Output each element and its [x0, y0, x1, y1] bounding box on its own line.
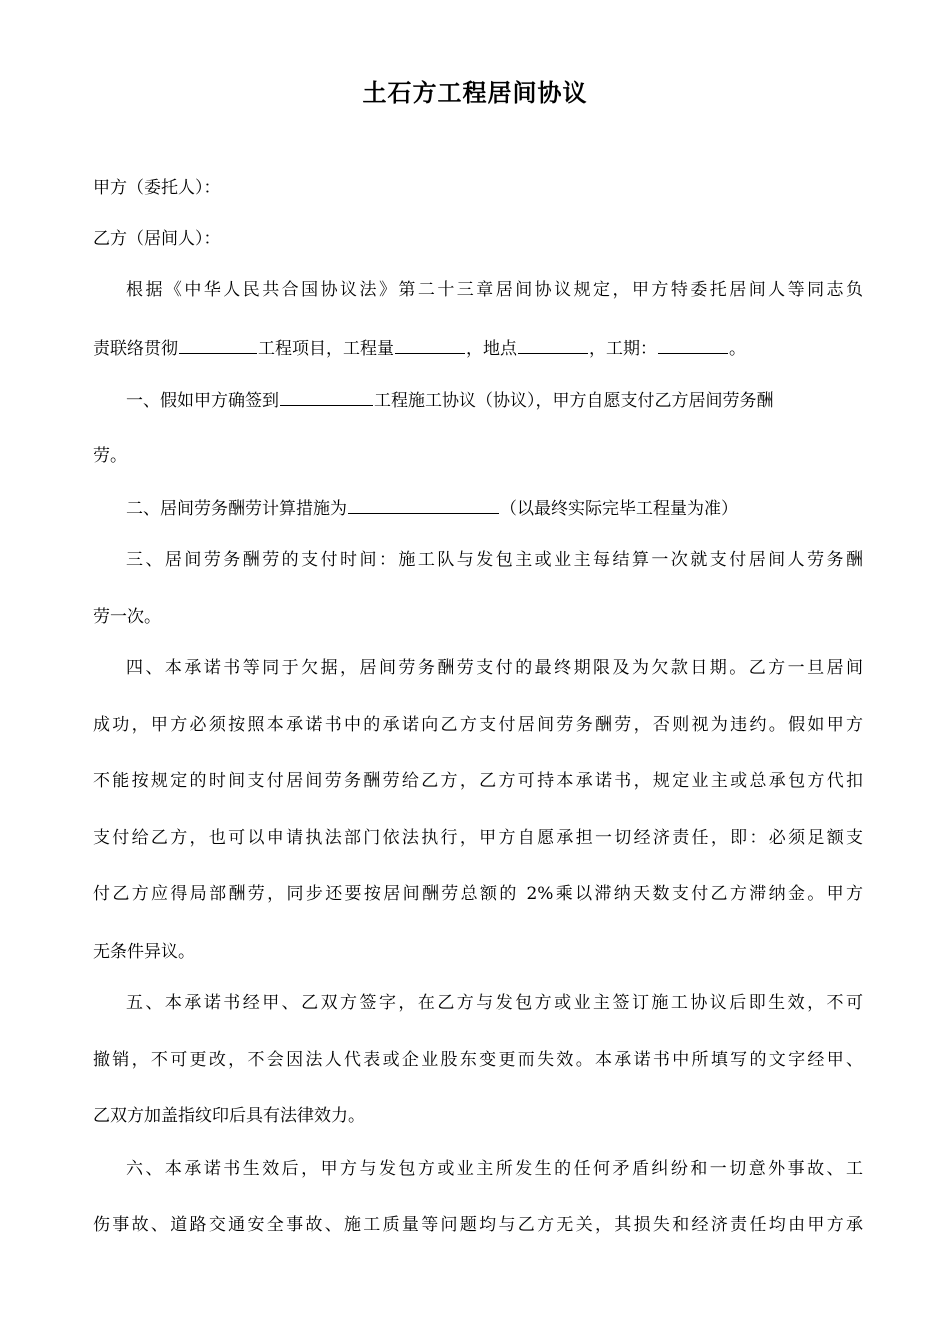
intro-text-e: 。	[729, 339, 746, 359]
clause4-line-4: 支付给乙方，也可以申请执法部门依法执行，甲方自愿承担一切经济责任，即：必须足额支	[93, 828, 863, 848]
clause3-line-1: 三、居间劳务酬劳的支付时间：施工队与发包主或业主每结算一次就支付居间人劳务酬	[126, 550, 863, 570]
clause2-line-1	[126, 495, 863, 521]
clause3-line-2: 劳一次。	[93, 607, 161, 627]
clause6-line-1: 六、本承诺书生效后，甲方与发包方或业主所发生的任何矛盾纠纷和一切意外事故、工	[126, 1159, 863, 1179]
party-b-line: 乙方（居间人）：	[93, 229, 221, 249]
project-blank	[179, 335, 257, 354]
clause4-line-2: 成功，甲方必须按照本承诺书中的承诺向乙方支付居间劳务酬劳，否则视为违约。假如甲方	[93, 715, 863, 735]
clause2-text-a: 二、居间劳务酬劳计算措施为	[126, 499, 347, 519]
clause4-line-6: 无条件异议。	[93, 942, 195, 962]
clause2-text-b: （以最终实际完毕工程量为准）	[500, 499, 738, 519]
clause5-line-1: 五、本承诺书经甲、乙双方签字，在乙方与发包方或业主签订施工协议后即生效，不可	[126, 993, 863, 1013]
duration-blank	[658, 335, 728, 354]
clause1-line-2: 劳。	[93, 446, 127, 466]
intro-text-b: 工程项目，工程量	[258, 339, 394, 359]
contract-blank	[280, 387, 373, 406]
intro-text-a: 责联络贯彻	[93, 339, 178, 359]
intro-text-c: ，地点	[466, 339, 517, 359]
document-title: 土石方工程居间协议	[362, 78, 588, 107]
intro-text-d: ，工期：	[589, 339, 657, 359]
clause1-text-b: 工程施工协议（协议），甲方自愿支付乙方居间劳务酬	[374, 391, 774, 411]
clause4-line-1: 四、本承诺书等同于欠据，居间劳务酬劳支付的最终期限及为欠款日期。乙方一旦居间	[126, 658, 863, 678]
calculation-blank	[348, 495, 499, 514]
clause4-line-5: 付乙方应得局部酬劳，同步还要按居间酬劳总额的 2%乘以滞纳天数支付乙方滞纳金。甲方	[93, 884, 863, 904]
clause4-line-3: 不能按规定的时间支付居间劳务酬劳给乙方，乙方可持本承诺书，规定业主或总承包方代扣	[93, 771, 863, 791]
clause1-line-1	[126, 387, 863, 413]
intro-line-2	[93, 335, 863, 361]
location-blank	[518, 335, 588, 354]
party-a-line: 甲方（委托人）：	[93, 178, 221, 198]
clause5-line-2: 撤销，不可更改，不会因法人代表或企业股东变更而失效。本承诺书中所填写的文字经甲、	[93, 1050, 863, 1070]
clause6-line-2: 伤事故、道路交通安全事故、施工质量等问题均与乙方无关，其损失和经济责任均由甲方承	[93, 1215, 863, 1235]
quantity-blank	[395, 335, 465, 354]
clause1-text-a: 一、假如甲方确签到	[126, 391, 279, 411]
clause5-line-3: 乙双方加盖指纹印后具有法律效力。	[93, 1106, 365, 1126]
intro-line-1: 根据《中华人民共合国协议法》第二十三章居间协议规定，甲方特委托居间人等同志负	[126, 280, 863, 300]
